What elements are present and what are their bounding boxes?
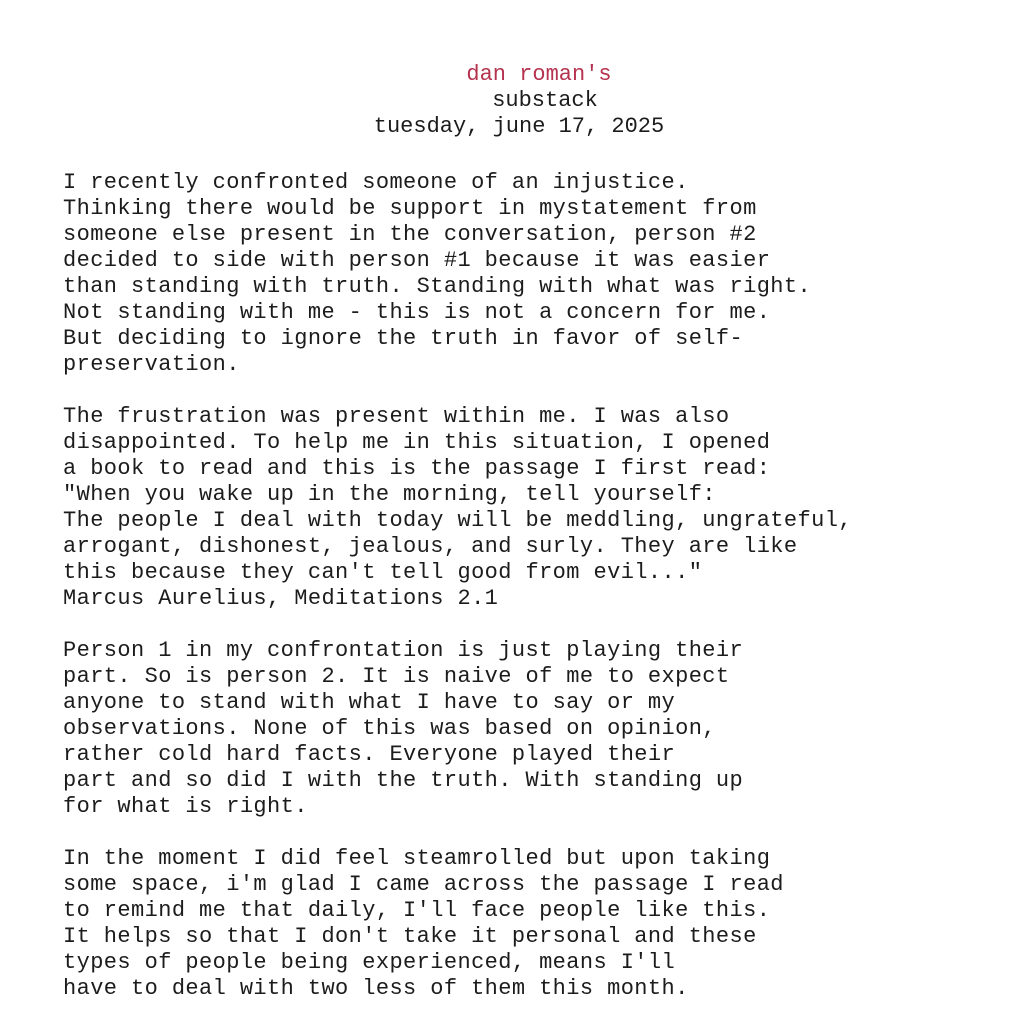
text-line: I recently confronted someone of an injustice. xyxy=(63,170,689,195)
text-line: preservation. xyxy=(63,352,240,377)
text-line: part and so did I with the truth. With standing up xyxy=(63,768,744,793)
text-line: to remind me that daily, I'll face people like this. xyxy=(63,898,771,923)
paragraph-1 xyxy=(63,170,1003,378)
paragraph-4 xyxy=(63,846,1003,1002)
text-line: In the moment I did feel steamrolled but upon taking xyxy=(63,846,771,871)
text-line: part. So is person 2. It is naive of me to expect xyxy=(63,664,730,689)
text-line: a book to read and this is the passage I first read: xyxy=(63,456,771,481)
text-line: than standing with truth. Standing with what was right. xyxy=(63,274,812,299)
quote-line: arrogant, dishonest, jealous, and surly. They are like xyxy=(63,534,798,559)
text-line: for what is right. xyxy=(63,794,308,819)
header xyxy=(0,62,1018,140)
text-line: decided to side with person #1 because it was easier xyxy=(63,248,771,273)
text-line: But deciding to ignore the truth in favor of self- xyxy=(63,326,744,351)
paragraph-2 xyxy=(63,404,1003,612)
text-line: some space, i'm glad I came across the passage I read xyxy=(63,872,784,897)
text-line: Thinking there would be support in mystatement from xyxy=(63,196,757,221)
quote-line: The people I deal with today will be meddling, ungrateful, xyxy=(63,508,852,533)
text-line: rather cold hard facts. Everyone played their xyxy=(63,742,676,767)
quote-line: "When you wake up in the morning, tell yourself: xyxy=(63,482,716,507)
text-line: The frustration was present within me. I was also xyxy=(63,404,730,429)
quote-line: this because they can't tell good from evil..." xyxy=(63,560,703,585)
text-line: disappointed. To help me in this situation, I opened xyxy=(63,430,771,455)
author-name: dan roman's xyxy=(466,62,612,87)
text-line: Not standing with me - this is not a concern for me. xyxy=(63,300,771,325)
text-line: observations. None of this was based on opinion, xyxy=(63,716,716,741)
text-line: have to deal with two less of them this month. xyxy=(63,976,689,1001)
post-body xyxy=(63,170,1003,1028)
text-line: anyone to stand with what I have to say or my xyxy=(63,690,676,715)
publication-name: substack xyxy=(492,88,598,113)
text-line: It helps so that I don't take it personal and these xyxy=(63,924,757,949)
paragraph-3 xyxy=(63,638,1003,820)
quote-attribution: Marcus Aurelius, Meditations 2.1 xyxy=(63,586,499,611)
text-line: someone else present in the conversation, person #2 xyxy=(63,222,757,247)
text-line: Person 1 in my confrontation is just playing their xyxy=(63,638,744,663)
text-line: types of people being experienced, means I'll xyxy=(63,950,676,975)
post-date: tuesday, june 17, 2025 xyxy=(373,114,665,139)
